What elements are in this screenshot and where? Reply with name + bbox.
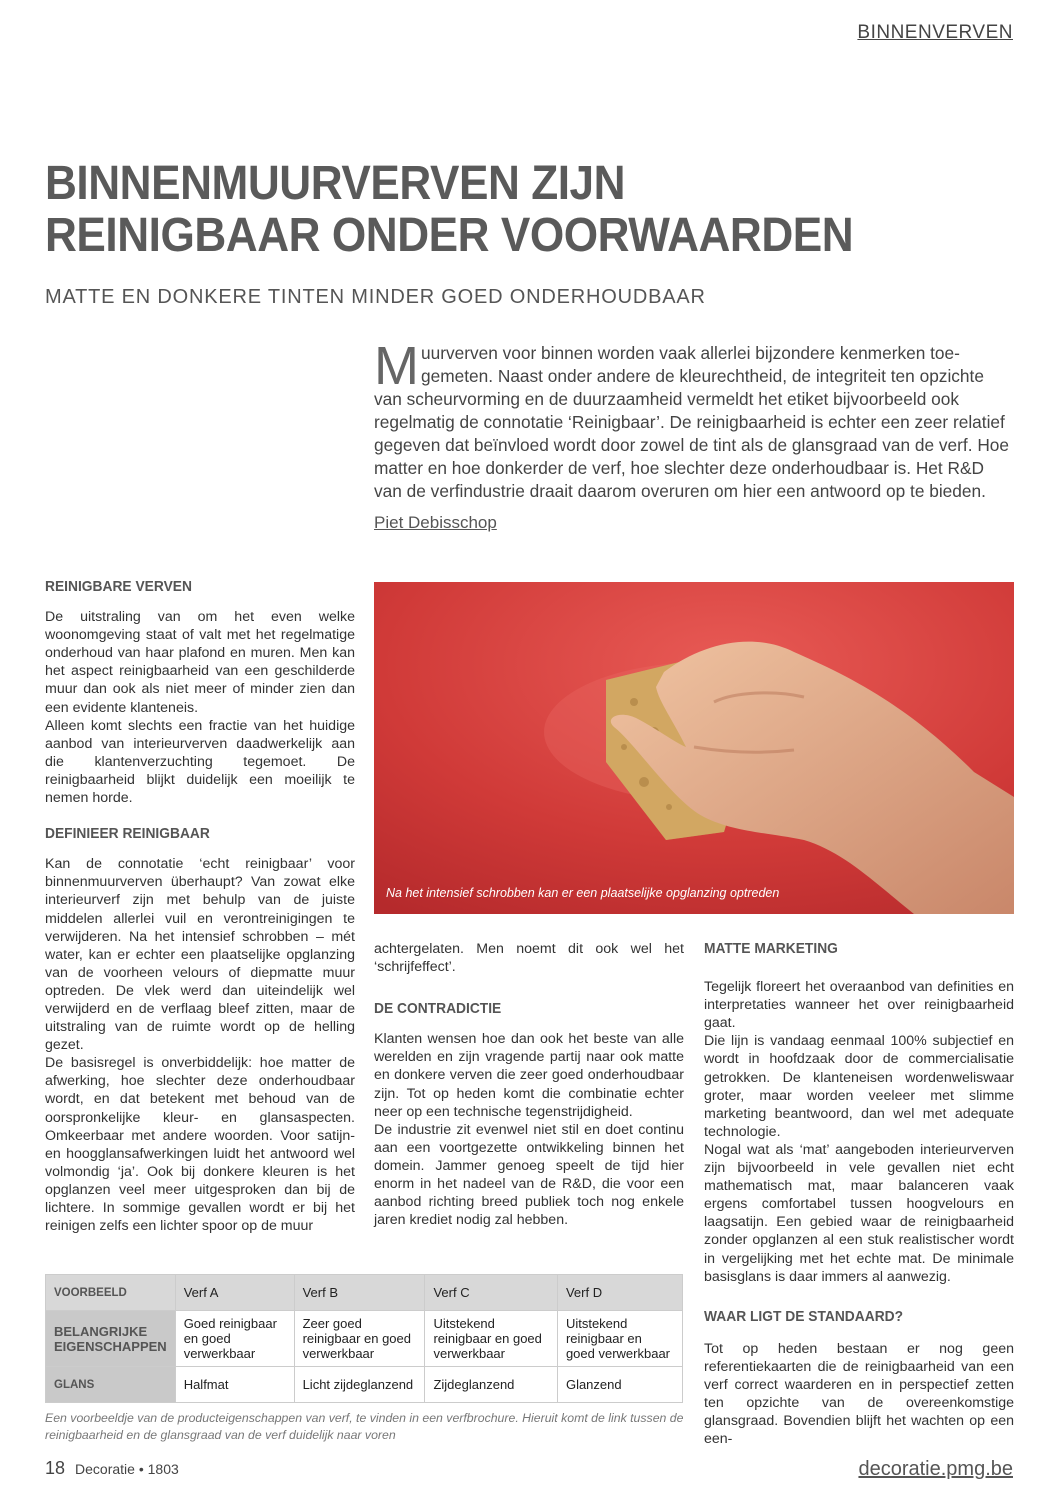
magazine-issue: Decoratie • 1803: [75, 1461, 179, 1477]
table-cell: Verf D: [557, 1275, 682, 1311]
paragraph: achtergelaten. Men noemt dit ook wel het ‘schrijfeffect’.: [374, 941, 684, 976]
paragraph: Nogal wat als ‘mat’ aangeboden interieurverven zijn bijvoorbeeld in vele gevallen niet echt mathematisch mat, maar balanceren vaak ergens comfortabel tussen hoogvelours en laagsatijn. Een gebied waar de reinigbaarheid zonder opglanzen al een stuk realistischer wordt in vergelijking met het echte mat. De minimale basisglans is daar immers al aanwezig.: [704, 1141, 1014, 1285]
table-cell: Goed reinigbaar en goed verwerkbaar: [175, 1311, 294, 1367]
heading-definieer-reinigbaar: DEFINIEER REINIGBAAR: [45, 825, 210, 843]
table-cell: Licht zijdeglanzend: [294, 1367, 425, 1403]
heading-de-contradictie: DE CONTRADICTIE: [374, 1000, 502, 1018]
paragraph: De uitstraling van om het even welke woonomgeving staat of valt met het regelmatige onderhoud van haar plafond en muren. Men kan het aspect reinigbaarheid van een geschilderde muur dan ook als niet meer of minder zien dan een evidente klanteneis.: [45, 609, 355, 716]
row-label: GLANS: [46, 1367, 176, 1403]
table-row: [46, 1311, 683, 1367]
paragraph: Die lijn is vandaag eenmaal 100% subjectief en wordt in hoofdzaak door de commercialisatie getrokken. De klanteneisen wordenweliswaar groter, maar worden veeleer met slimme marketing beantwoord, dan wel met adequate technologie.: [704, 1033, 1014, 1140]
section-tag[interactable]: BINNENVERVEN: [857, 22, 1013, 43]
table-cell: Zijdeglanzend: [425, 1367, 557, 1403]
author-link[interactable]: Piet Debisschop: [374, 513, 497, 532]
heading-waar-ligt-de-standaard: WAAR LIGT DE STANDAARD?: [704, 1307, 904, 1325]
paragraph: Alleen komt slechts een fractie van het huidige aanbod van interieurverven daadwerkelijk aan die klantenverzuchting tegemoet. De reinigbaarheid blijkt duidelijk een moeilijk te nemen horde.: [45, 717, 355, 807]
footer-left: [45, 1458, 179, 1479]
photo-illustration: [374, 582, 1014, 914]
intro-paragraph: [374, 336, 1014, 503]
column-3: [704, 940, 1014, 1448]
article-subtitle: MATTE EN DONKERE TINTEN MINDER GOED ONDERHOUDBAAR: [45, 286, 706, 308]
table-caption: Een voorbeeldje van de producteigenschappen van verf, te vinden in een verfbrochure. Hieruit komt de link tussen de reinigbaarheid en de glansgraad van de verf duidelijk naar voren: [45, 1411, 684, 1442]
paragraph: Tot op heden bestaan er nog geen referentiekaarten die de reinigbaarheid van een verf correct waarderen en in perspectief zetten ten opzichte van de overeenkomstige glansgraad. Bovendien blijft het wachten op een een-: [704, 1340, 1014, 1448]
paragraph: De basisregel is onverbiddelijk: hoe matter de afwerking, hoe slechter deze onderhoudbaar wordt, en dat betekent met behoud van de oorspronkelijke kleur- en glansaspecten. Omkeerbaar met andere woorden. Voor satijn- en hoogglansafwerkingen luidt het antwoord wel volmondig ‘ja’. Ook bij donkere kleuren is het opglanzen veel meer uitgesproken dan bij de lichtere. In sommige gevallen wordt er bij het reinigen zelfs een lichter spoor op de muur: [45, 1055, 355, 1235]
table-row: [46, 1367, 683, 1403]
paragraph: Kan de connotatie ‘echt reinigbaar’ voor binnenmuurverven überhaupt? Van zowat elke interieurverf zijn met behulp van de juiste middelen allerlei vuil en verontreinigingen te verwijderen. Na het intensief schrobben – mét water, kan er echter een plaatselijke opglanzing van de voorheen velours of diepmatte muur optreden. De vlek werd dan uiteindelijk wel verwijderd en de verflaag bleef zitten, maar de uitstraling van de ruimte wordt op de helling gezet.: [45, 856, 355, 1054]
row-label: VOORBEELD: [46, 1275, 176, 1311]
intro-text: uurverven voor binnen worden vaak allerlei bijzondere kenmerken toe-gemeten. Naast onder andere de kleurechtheid, de integriteit ten opzichte van scheurvorming en de duurzaamheid vermeldt het etiket bijvoorbeeld ook regelmatig de connotatie ‘Reinigbaar’. De reinigbaarheid is echter een zeer relatief gegeven dat beïnvloed wordt door zowel de tint als de glansgraad van de verf. Hoe matter en hoe donkerder de verf, hoe slechter deze onderhoudbaar is. Het R&D van de verfindustrie draait daarom overuren om hier een antwoord op te bieden.: [374, 343, 1010, 501]
table-cell: Glanzend: [557, 1367, 682, 1403]
paragraph: Klanten wensen hoe dan ook het beste van alle werelden en zijn vragende partij naar ook matte en donkere verven die zeer goed onderhoudbaar zijn. Tot op heden komt die combinatie echter neer op een technische tegenstrijdigheid.: [374, 1031, 684, 1120]
article-title: [45, 158, 928, 262]
heading-reinigbare-verven: REINIGBARE VERVEN: [45, 578, 192, 595]
table-cell: Uitstekend reinigbaar en goed verwerkbaar: [557, 1311, 682, 1367]
table-cell: Verf B: [294, 1275, 425, 1311]
table-cell: Uitstekend reinigbaar en goed verwerkbaar: [425, 1311, 557, 1367]
table-cell: Verf C: [425, 1275, 557, 1311]
photo-sponge-on-wall: [374, 582, 1014, 914]
table-cell: Halfmat: [175, 1367, 294, 1403]
heading-matte-marketing: MATTE MARKETING: [704, 940, 838, 957]
table-cell: Zeer goed reinigbaar en goed verwerkbaar: [294, 1311, 425, 1367]
photo-caption: Na het intensief schrobben kan er een plaatselijke opglanzing optreden: [386, 886, 780, 900]
paragraph: De industrie zit evenwel niet stil en doet continu aan een voortgezette ontwikkeling binnen het domein. Jammer genoeg speelt de tijd hier enorm in het nadeel van de R&D, die voor een aanbod richting breed publiek toch nog enkele jaren krediet nodig zal hebben.: [374, 1121, 684, 1229]
spec-table: [45, 1274, 683, 1403]
table-cell: Verf A: [175, 1275, 294, 1311]
page-number: 18: [45, 1458, 66, 1478]
title-line-1: BINNENMUURVERVEN ZIJN: [45, 157, 626, 210]
row-label: BELANGRIJKE EIGENSCHAPPEN: [46, 1311, 176, 1367]
column-1: [45, 578, 355, 1235]
paragraph: Tegelijk floreert het overaanbod van definities en interpretaties wanneer het over reinigbaarheid gaat.: [704, 979, 1014, 1032]
title-line-2: REINIGBAAR ONDER VOORWAARDEN: [45, 209, 854, 262]
dropcap: M: [374, 336, 419, 396]
website-link[interactable]: decoratie.pmg.be: [858, 1458, 1013, 1480]
column-2: [374, 940, 684, 1229]
table-row: [46, 1275, 683, 1311]
